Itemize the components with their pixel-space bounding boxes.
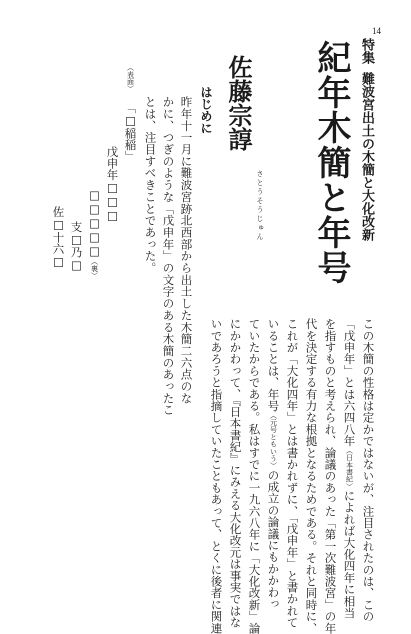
lower-paragraph-line: を指すものと考えられ、論議のあった「第一次難波宮」の年 — [323, 318, 338, 634]
line-text: 「戊申年」とは六四八年 — [342, 318, 357, 447]
inline-note: （日本書紀） — [345, 446, 354, 490]
author-ruby: さとうそうじゅん — [256, 170, 264, 242]
lower-paragraph-line — [343, 318, 355, 619]
document-note: （裏） — [90, 258, 99, 279]
line-text: によれば大化四年に相当 — [342, 489, 357, 619]
document-column: 佐□十六□ — [51, 206, 66, 269]
inline-note: （元号ともいう） — [269, 411, 278, 470]
lower-paragraph-line — [267, 318, 279, 610]
article-title: 紀年木簡と年号 — [311, 40, 351, 285]
line-text: いることは、年号 — [266, 318, 281, 412]
series-label: 特集 — [359, 38, 374, 64]
document-column — [88, 188, 100, 279]
document-text: □□□□□ — [87, 188, 102, 258]
document-note: （表面） — [126, 64, 135, 92]
upper-paragraph-line: 昨年十一月に難波宮跡北西部から出土した木簡二六点のな — [179, 96, 194, 405]
intro-heading: はじめに — [199, 86, 213, 134]
line-text: この木簡の性格は定かではないが、注目されたのは、この — [361, 318, 376, 623]
series-header — [360, 38, 373, 241]
document-column: 戊申年□□□ — [105, 146, 120, 223]
lower-paragraph-line: いであろうと指摘していたこともあって、とくに後者に関連 — [209, 318, 224, 634]
line-text: の成立の論議にもかかわっ — [266, 469, 281, 610]
author-name: 佐藤宗諄 — [224, 55, 252, 151]
lower-paragraph-line: これが「大化四年」とは書かれずに、「戊申年」と書かれて — [285, 318, 300, 629]
upper-paragraph-line: とは、注目すべきことであった。 — [143, 96, 158, 274]
page-number: 14 — [372, 26, 381, 36]
lower-paragraph-line — [362, 318, 374, 622]
lower-paragraph-line: 代を決定する有力な根拠となるためである。それと同時に、 — [304, 318, 319, 634]
series-title: 難波宮出土の木簡と大化改新 — [359, 72, 374, 241]
lower-paragraph-line: ていたからである。私はすでに一九六八年に「大化改新」論 — [247, 318, 262, 634]
document-column: 支□乃□ — [69, 221, 84, 272]
document-text: 「□稲稲」 — [123, 102, 138, 162]
lower-paragraph-line: にかかわって、『日本書紀』にみえる大化改元は事実ではな — [228, 318, 243, 629]
upper-paragraph-line: かに、つぎのような「戊申年」の文字のある木簡のあったこ — [161, 96, 176, 416]
